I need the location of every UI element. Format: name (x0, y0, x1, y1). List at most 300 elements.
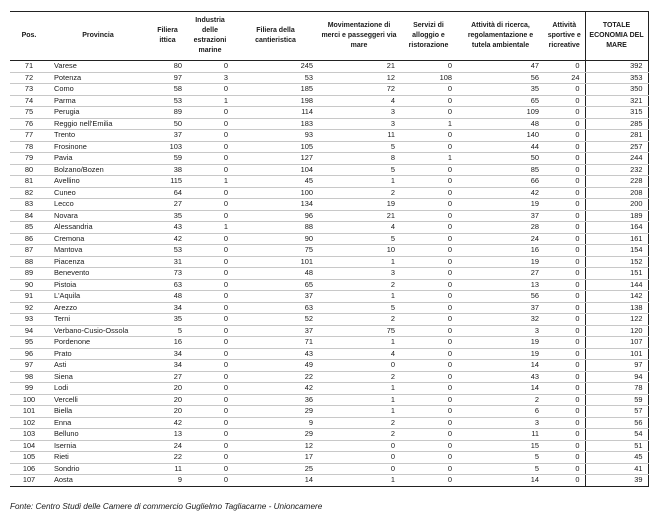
cell-industria-estrazioni: 0 (187, 118, 233, 130)
cell-movimentazione: 72 (318, 84, 400, 96)
cell-servizi-alloggio: 0 (400, 199, 457, 211)
cell-servizi-alloggio: 0 (400, 176, 457, 188)
cell-industria-estrazioni: 1 (187, 176, 233, 188)
cell-attivita-sportive: 0 (544, 61, 585, 73)
cell-servizi-alloggio: 0 (400, 245, 457, 257)
cell-servizi-alloggio: 0 (400, 107, 457, 119)
cell-ricerca: 6 (457, 406, 544, 418)
cell-pos: 107 (10, 475, 48, 487)
cell-attivita-sportive: 0 (544, 107, 585, 119)
cell-pos: 88 (10, 256, 48, 268)
cell-totale: 392 (585, 61, 648, 73)
cell-totale: 51 (585, 440, 648, 452)
cell-pos: 87 (10, 245, 48, 257)
header-servizi-alloggio: Servizi di alloggio e ristorazione (400, 12, 457, 61)
header-ricerca: Attività di ricerca, regolamentazione e tutela ambientale (457, 12, 544, 61)
cell-ricerca: 19 (457, 199, 544, 211)
cell-servizi-alloggio: 0 (400, 130, 457, 142)
cell-provincia: Aosta (48, 475, 148, 487)
cell-ricerca: 37 (457, 302, 544, 314)
cell-pos: 71 (10, 61, 48, 73)
cell-attivita-sportive: 0 (544, 130, 585, 142)
cell-pos: 95 (10, 337, 48, 349)
cell-cantieristica: 29 (233, 429, 318, 441)
cell-totale: 281 (585, 130, 648, 142)
cell-movimentazione: 0 (318, 463, 400, 475)
cell-attivita-sportive: 0 (544, 348, 585, 360)
cell-provincia: Verbano-Cusio-Ossola (48, 325, 148, 337)
cell-servizi-alloggio: 0 (400, 141, 457, 153)
cell-industria-estrazioni: 0 (187, 199, 233, 211)
cell-servizi-alloggio: 0 (400, 233, 457, 245)
cell-totale: 78 (585, 383, 648, 395)
table-row (10, 164, 648, 176)
cell-ricerca: 65 (457, 95, 544, 107)
cell-totale: 59 (585, 394, 648, 406)
cell-cantieristica: 114 (233, 107, 318, 119)
cell-servizi-alloggio: 0 (400, 394, 457, 406)
cell-movimentazione: 12 (318, 72, 400, 84)
cell-servizi-alloggio: 0 (400, 84, 457, 96)
source-note: Fonte: Centro Studi delle Camere di commercio Guglielmo Tagliacarne - Unioncamere (10, 502, 323, 511)
cell-attivita-sportive: 0 (544, 383, 585, 395)
cell-totale: 315 (585, 107, 648, 119)
table-row (10, 371, 648, 383)
table-row (10, 153, 648, 165)
cell-filiera-ittica: 34 (148, 360, 187, 372)
cell-ricerca: 2 (457, 394, 544, 406)
cell-filiera-ittica: 53 (148, 95, 187, 107)
cell-provincia: Siena (48, 371, 148, 383)
cell-cantieristica: 12 (233, 440, 318, 452)
cell-industria-estrazioni: 1 (187, 95, 233, 107)
cell-pos: 86 (10, 233, 48, 245)
cell-cantieristica: 127 (233, 153, 318, 165)
cell-attivita-sportive: 0 (544, 463, 585, 475)
cell-cantieristica: 104 (233, 164, 318, 176)
cell-movimentazione: 5 (318, 164, 400, 176)
cell-cantieristica: 36 (233, 394, 318, 406)
cell-cantieristica: 14 (233, 475, 318, 487)
table-row (10, 429, 648, 441)
table-row (10, 130, 648, 142)
cell-filiera-ittica: 50 (148, 118, 187, 130)
cell-provincia: Enna (48, 417, 148, 429)
table-row (10, 291, 648, 303)
header-provincia: Provincia (48, 12, 148, 61)
cell-industria-estrazioni: 0 (187, 107, 233, 119)
cell-attivita-sportive: 0 (544, 187, 585, 199)
cell-cantieristica: 29 (233, 406, 318, 418)
cell-movimentazione: 75 (318, 325, 400, 337)
cell-filiera-ittica: 9 (148, 475, 187, 487)
cell-ricerca: 44 (457, 141, 544, 153)
cell-attivita-sportive: 0 (544, 153, 585, 165)
cell-filiera-ittica: 35 (148, 210, 187, 222)
cell-ricerca: 56 (457, 291, 544, 303)
cell-filiera-ittica: 59 (148, 153, 187, 165)
cell-provincia: L'Aquila (48, 291, 148, 303)
cell-cantieristica: 75 (233, 245, 318, 257)
cell-movimentazione: 21 (318, 210, 400, 222)
cell-ricerca: 27 (457, 268, 544, 280)
cell-filiera-ittica: 27 (148, 371, 187, 383)
cell-movimentazione: 2 (318, 279, 400, 291)
cell-totale: 94 (585, 371, 648, 383)
cell-movimentazione: 1 (318, 337, 400, 349)
cell-totale: 151 (585, 268, 648, 280)
cell-ricerca: 14 (457, 475, 544, 487)
cell-servizi-alloggio: 0 (400, 337, 457, 349)
cell-servizi-alloggio: 108 (400, 72, 457, 84)
cell-industria-estrazioni: 0 (187, 452, 233, 464)
cell-provincia: Pavia (48, 153, 148, 165)
cell-totale: 161 (585, 233, 648, 245)
cell-cantieristica: 22 (233, 371, 318, 383)
cell-provincia: Lecco (48, 199, 148, 211)
cell-industria-estrazioni: 0 (187, 233, 233, 245)
cell-provincia: Prato (48, 348, 148, 360)
cell-servizi-alloggio: 0 (400, 164, 457, 176)
cell-provincia: Biella (48, 406, 148, 418)
cell-provincia: Alessandria (48, 222, 148, 234)
cell-provincia: Pistoia (48, 279, 148, 291)
cell-provincia: Benevento (48, 268, 148, 280)
cell-cantieristica: 96 (233, 210, 318, 222)
cell-movimentazione: 1 (318, 256, 400, 268)
cell-industria-estrazioni: 0 (187, 475, 233, 487)
table-body (10, 61, 648, 487)
cell-cantieristica: 43 (233, 348, 318, 360)
cell-ricerca: 15 (457, 440, 544, 452)
cell-servizi-alloggio: 0 (400, 210, 457, 222)
cell-attivita-sportive: 0 (544, 429, 585, 441)
cell-servizi-alloggio: 0 (400, 371, 457, 383)
cell-cantieristica: 25 (233, 463, 318, 475)
cell-attivita-sportive: 0 (544, 210, 585, 222)
header-industria-estrazioni: Industria delle estrazioni marine (187, 12, 233, 61)
table-row (10, 176, 648, 188)
cell-totale: 257 (585, 141, 648, 153)
cell-provincia: Pordenone (48, 337, 148, 349)
cell-ricerca: 11 (457, 429, 544, 441)
cell-ricerca: 42 (457, 187, 544, 199)
header-row (10, 12, 648, 61)
cell-movimentazione: 11 (318, 130, 400, 142)
table-row (10, 417, 648, 429)
cell-movimentazione: 0 (318, 440, 400, 452)
cell-industria-estrazioni: 0 (187, 256, 233, 268)
cell-industria-estrazioni: 0 (187, 187, 233, 199)
cell-pos: 96 (10, 348, 48, 360)
table-row (10, 107, 648, 119)
cell-filiera-ittica: 16 (148, 337, 187, 349)
cell-filiera-ittica: 80 (148, 61, 187, 73)
table-row (10, 383, 648, 395)
cell-cantieristica: 71 (233, 337, 318, 349)
cell-pos: 77 (10, 130, 48, 142)
cell-totale: 189 (585, 210, 648, 222)
cell-pos: 91 (10, 291, 48, 303)
cell-provincia: Mantova (48, 245, 148, 257)
cell-movimentazione: 2 (318, 417, 400, 429)
cell-industria-estrazioni: 0 (187, 291, 233, 303)
cell-movimentazione: 1 (318, 406, 400, 418)
cell-industria-estrazioni: 0 (187, 84, 233, 96)
cell-totale: 57 (585, 406, 648, 418)
cell-ricerca: 109 (457, 107, 544, 119)
cell-movimentazione: 2 (318, 314, 400, 326)
cell-filiera-ittica: 43 (148, 222, 187, 234)
cell-pos: 98 (10, 371, 48, 383)
cell-industria-estrazioni: 0 (187, 360, 233, 372)
cell-industria-estrazioni: 1 (187, 222, 233, 234)
cell-servizi-alloggio: 0 (400, 222, 457, 234)
cell-cantieristica: 63 (233, 302, 318, 314)
cell-ricerca: 19 (457, 256, 544, 268)
cell-industria-estrazioni: 3 (187, 72, 233, 84)
cell-servizi-alloggio: 0 (400, 429, 457, 441)
cell-pos: 72 (10, 72, 48, 84)
cell-servizi-alloggio: 0 (400, 383, 457, 395)
cell-provincia: Varese (48, 61, 148, 73)
cell-provincia: Rieti (48, 452, 148, 464)
cell-servizi-alloggio: 0 (400, 440, 457, 452)
cell-pos: 97 (10, 360, 48, 372)
cell-filiera-ittica: 58 (148, 84, 187, 96)
cell-ricerca: 19 (457, 348, 544, 360)
cell-ricerca: 43 (457, 371, 544, 383)
table-row (10, 314, 648, 326)
cell-cantieristica: 93 (233, 130, 318, 142)
cell-filiera-ittica: 35 (148, 314, 187, 326)
cell-provincia: Bolzano/Bozen (48, 164, 148, 176)
cell-pos: 94 (10, 325, 48, 337)
cell-attivita-sportive: 0 (544, 268, 585, 280)
cell-servizi-alloggio: 0 (400, 452, 457, 464)
cell-movimentazione: 4 (318, 95, 400, 107)
cell-filiera-ittica: 22 (148, 452, 187, 464)
table-row (10, 210, 648, 222)
cell-attivita-sportive: 0 (544, 199, 585, 211)
cell-pos: 81 (10, 176, 48, 188)
cell-servizi-alloggio: 0 (400, 302, 457, 314)
table-row (10, 394, 648, 406)
cell-movimentazione: 8 (318, 153, 400, 165)
cell-ricerca: 5 (457, 452, 544, 464)
cell-totale: 56 (585, 417, 648, 429)
cell-pos: 80 (10, 164, 48, 176)
cell-attivita-sportive: 0 (544, 417, 585, 429)
cell-filiera-ittica: 20 (148, 394, 187, 406)
cell-provincia: Reggio nell'Emilia (48, 118, 148, 130)
cell-ricerca: 14 (457, 383, 544, 395)
cell-pos: 76 (10, 118, 48, 130)
cell-servizi-alloggio: 0 (400, 61, 457, 73)
cell-provincia: Vercelli (48, 394, 148, 406)
cell-pos: 84 (10, 210, 48, 222)
cell-ricerca: 140 (457, 130, 544, 142)
table-row (10, 475, 648, 487)
cell-pos: 92 (10, 302, 48, 314)
cell-servizi-alloggio: 0 (400, 348, 457, 360)
cell-attivita-sportive: 0 (544, 245, 585, 257)
header-totale: TOTALE ECONOMIA DEL MARE (585, 12, 648, 61)
cell-movimentazione: 5 (318, 233, 400, 245)
cell-filiera-ittica: 73 (148, 268, 187, 280)
table-row (10, 268, 648, 280)
cell-ricerca: 66 (457, 176, 544, 188)
cell-filiera-ittica: 13 (148, 429, 187, 441)
cell-attivita-sportive: 0 (544, 279, 585, 291)
table-row (10, 337, 648, 349)
cell-ricerca: 24 (457, 233, 544, 245)
cell-cantieristica: 100 (233, 187, 318, 199)
cell-provincia: Asti (48, 360, 148, 372)
cell-movimentazione: 2 (318, 429, 400, 441)
cell-industria-estrazioni: 0 (187, 383, 233, 395)
cell-pos: 82 (10, 187, 48, 199)
cell-industria-estrazioni: 0 (187, 463, 233, 475)
cell-ricerca: 13 (457, 279, 544, 291)
cell-servizi-alloggio: 0 (400, 360, 457, 372)
cell-attivita-sportive: 0 (544, 302, 585, 314)
cell-totale: 138 (585, 302, 648, 314)
table-row (10, 141, 648, 153)
cell-ricerca: 35 (457, 84, 544, 96)
cell-cantieristica: 49 (233, 360, 318, 372)
cell-filiera-ittica: 27 (148, 199, 187, 211)
cell-totale: 144 (585, 279, 648, 291)
table-row (10, 222, 648, 234)
cell-provincia: Cuneo (48, 187, 148, 199)
cell-industria-estrazioni: 0 (187, 245, 233, 257)
cell-filiera-ittica: 20 (148, 383, 187, 395)
cell-provincia: Belluno (48, 429, 148, 441)
cell-provincia: Frosinone (48, 141, 148, 153)
cell-movimentazione: 0 (318, 360, 400, 372)
cell-movimentazione: 5 (318, 141, 400, 153)
cell-movimentazione: 1 (318, 475, 400, 487)
cell-movimentazione: 4 (318, 348, 400, 360)
cell-attivita-sportive: 24 (544, 72, 585, 84)
cell-servizi-alloggio: 0 (400, 325, 457, 337)
cell-industria-estrazioni: 0 (187, 279, 233, 291)
cell-servizi-alloggio: 0 (400, 417, 457, 429)
cell-servizi-alloggio: 0 (400, 187, 457, 199)
cell-totale: 232 (585, 164, 648, 176)
cell-attivita-sportive: 0 (544, 394, 585, 406)
cell-industria-estrazioni: 0 (187, 210, 233, 222)
cell-industria-estrazioni: 0 (187, 440, 233, 452)
cell-industria-estrazioni: 0 (187, 394, 233, 406)
cell-attivita-sportive: 0 (544, 360, 585, 372)
cell-provincia: Terni (48, 314, 148, 326)
cell-pos: 83 (10, 199, 48, 211)
cell-filiera-ittica: 97 (148, 72, 187, 84)
cell-movimentazione: 21 (318, 61, 400, 73)
cell-pos: 85 (10, 222, 48, 234)
cell-cantieristica: 65 (233, 279, 318, 291)
cell-cantieristica: 37 (233, 325, 318, 337)
cell-attivita-sportive: 0 (544, 325, 585, 337)
cell-attivita-sportive: 0 (544, 291, 585, 303)
cell-pos: 104 (10, 440, 48, 452)
cell-industria-estrazioni: 0 (187, 61, 233, 73)
cell-attivita-sportive: 0 (544, 233, 585, 245)
cell-ricerca: 19 (457, 337, 544, 349)
cell-cantieristica: 90 (233, 233, 318, 245)
cell-provincia: Sondrio (48, 463, 148, 475)
cell-industria-estrazioni: 0 (187, 302, 233, 314)
table-row (10, 187, 648, 199)
cell-totale: 97 (585, 360, 648, 372)
cell-attivita-sportive: 0 (544, 141, 585, 153)
table-row (10, 118, 648, 130)
cell-cantieristica: 105 (233, 141, 318, 153)
table-row (10, 348, 648, 360)
cell-industria-estrazioni: 0 (187, 348, 233, 360)
cell-servizi-alloggio: 1 (400, 118, 457, 130)
cell-filiera-ittica: 42 (148, 417, 187, 429)
cell-servizi-alloggio: 0 (400, 463, 457, 475)
cell-ricerca: 48 (457, 118, 544, 130)
cell-attivita-sportive: 0 (544, 84, 585, 96)
cell-filiera-ittica: 103 (148, 141, 187, 153)
cell-totale: 244 (585, 153, 648, 165)
cell-totale: 152 (585, 256, 648, 268)
economia-del-mare-table (10, 11, 649, 487)
cell-filiera-ittica: 53 (148, 245, 187, 257)
cell-ricerca: 50 (457, 153, 544, 165)
cell-pos: 105 (10, 452, 48, 464)
cell-attivita-sportive: 0 (544, 314, 585, 326)
cell-servizi-alloggio: 0 (400, 268, 457, 280)
cell-provincia: Potenza (48, 72, 148, 84)
cell-cantieristica: 17 (233, 452, 318, 464)
cell-industria-estrazioni: 0 (187, 141, 233, 153)
cell-filiera-ittica: 115 (148, 176, 187, 188)
cell-pos: 102 (10, 417, 48, 429)
cell-attivita-sportive: 0 (544, 475, 585, 487)
cell-servizi-alloggio: 1 (400, 153, 457, 165)
table-row (10, 360, 648, 372)
header-filiera-ittica: Filiera ittica (148, 12, 187, 61)
cell-servizi-alloggio: 0 (400, 291, 457, 303)
cell-filiera-ittica: 31 (148, 256, 187, 268)
cell-provincia: Isernia (48, 440, 148, 452)
cell-provincia: Perugia (48, 107, 148, 119)
table-row (10, 95, 648, 107)
cell-industria-estrazioni: 0 (187, 371, 233, 383)
table-row (10, 325, 648, 337)
header-pos: Pos. (10, 12, 48, 61)
cell-totale: 54 (585, 429, 648, 441)
cell-movimentazione: 1 (318, 383, 400, 395)
cell-totale: 107 (585, 337, 648, 349)
header-attivita-sportive: Attività sportive e ricreative (544, 12, 585, 61)
table-row (10, 199, 648, 211)
cell-totale: 122 (585, 314, 648, 326)
cell-provincia: Como (48, 84, 148, 96)
cell-cantieristica: 134 (233, 199, 318, 211)
cell-attivita-sportive: 0 (544, 222, 585, 234)
cell-industria-estrazioni: 0 (187, 417, 233, 429)
cell-cantieristica: 88 (233, 222, 318, 234)
header-cantieristica: Filiera della cantieristica (233, 12, 318, 61)
cell-provincia: Trento (48, 130, 148, 142)
cell-totale: 200 (585, 199, 648, 211)
